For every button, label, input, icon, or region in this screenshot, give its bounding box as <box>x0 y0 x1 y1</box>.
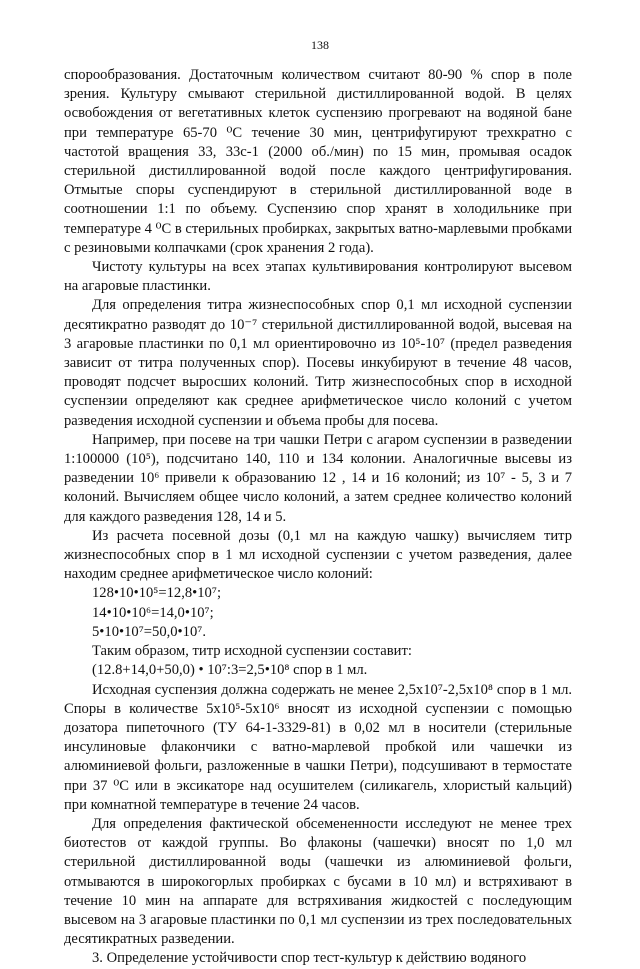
paragraph-section-3: 3. Определение устойчивости спор тест-культур к действию водяного <box>92 950 527 967</box>
body-text <box>64 66 572 969</box>
paragraph-titer-result-formula: (12.8+14,0+50,0) • 10⁷:3=2,5•10⁸ спор в 1 мл. <box>92 662 368 679</box>
page-number: 138 <box>311 38 329 52</box>
paragraph-titer-result-intro: Таким образом, титр исходной суспензии составит: <box>92 643 412 660</box>
paragraph-source-suspension: Исходная суспензия должна содержать не менее 2,5x10⁷-2,5x10⁸ спор в 1 мл. Споры в количестве 5x10⁵-5x10⁶ вносят из исходной суспензии с помощью дозатора пипеточного (ТУ 64-1-3329-81) в 0,02 мл в носители (стерильные инсулиновые флакончики с ватно-марлевой пробкой или чашечки из алюминиевой фольги, разложенные в чашки Петри), подсушивают в термостате при 37 ⁰С или в эксикаторе над осушителем (силикагель, хлористый кальций) при комнатной температуре в течение 24 часов. <box>64 681 572 813</box>
paragraph-continuation: спорообразования. Достаточным количеством считают 80-90 % спор в поле зрения. Культуру смывают стерильной дистиллированной водой. В целях освобождения от вегетативных клеток суспензию прогревают на водяной бане при температуре 65-70 ⁰С течение 30 мин, центрифугируют трехкратно с частотой вращения 33, 33с-1 (2000 об./мин) по 15 мин, промывая осадок стерильной дистиллированной водой после каждого центрифугирования. Отмытые споры суспендируют в стерильной дистиллированной воде в соотношении 1:1 по объему. Суспензию спор хранят в холодильнике при температуре 4 ⁰С в стерильных пробирках, закрытых ватно-марлевыми пробками с резиновыми колпачками (срок хранения 2 года). <box>64 67 573 256</box>
paragraph-contamination: Для определения фактической обсемененности исследуют не менее трех биотестов от каждой группы. Во флаконы (чашечки) вносят по 1,0 мл стерильной дистиллированной воды (чашечки из алюминиевой фольги, отмываются в широкогорлых пробирках с бусами в 10 мл) и встряхивают в течение 10 мин на аппарате для встряхивания жидкостей с последующим высевом на 3 агаровые пластинки по 0,1 мл суспензии из трех последовательных десятикратных разведении. <box>64 815 572 948</box>
paragraph-example: Например, при посеве на три чашки Петри с агаром суспензии в разведении 1:100000 (10⁵), подсчитано 140, 110 и 134 колонии. Аналогичные высевы из разведении 10⁶ привели к образованию 12 , 14 и 16 колоний; из 10⁷ - 5, 3 и 7 колоний. Вычисляем общее число колоний, а затем среднее количество колоний для каждого разведения 128, 14 и 5. <box>64 431 572 525</box>
paragraph-calculation: Из расчета посевной дозы (0,1 мл на каждую чашку) вычисляем титр жизнеспособных спор в 1 мл исходной суспензии с учетом разведения, далее находим среднее арифметическое число колоний: <box>64 527 572 583</box>
formula-line-3: 5•10•10⁷=50,0•10⁷. <box>92 623 206 640</box>
formula-line-2: 14•10•10⁶=14,0•10⁷; <box>92 604 214 621</box>
paragraph-titer-determination: Для определения титра жизнеспособных спор 0,1 мл исходной суспензии десятикратно разводят до 10⁻⁷ стерильной дистиллированной водой, высевая на 3 агаровые пластинки по 0,1 мл ориентировочно из 10⁵-10⁷ (предел разведения зависит от титра полученных спор). Посевы инкубируют в течение 48 часов, проводят подсчет выросших колоний. Титр жизнеспособных спор в исходной суспензии определяют как среднее арифметическое число колоний с учетом разведения исходной суспензии и объема пробы для посева. <box>64 297 572 429</box>
paragraph-purity-control: Чистоту культуры на всех этапах культивирования контролируют высевом на агаровые пластинки. <box>64 259 572 295</box>
formula-line-1: 128•10•10⁵=12,8•10⁷; <box>92 585 221 602</box>
